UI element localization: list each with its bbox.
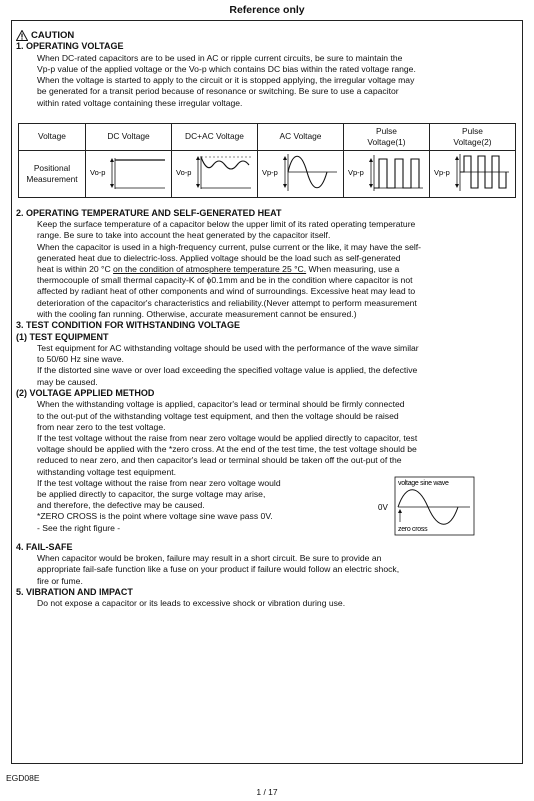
text-line: to 50/60 Hz sine wave. <box>37 354 124 365</box>
text-line: from near zero to the test voltage. <box>37 421 166 432</box>
header-cell: Pulse Voltage(1) <box>344 123 430 150</box>
figure-title: voltage sine wave <box>398 479 449 487</box>
text-line: Vp-p value of the applied voltage or the Vo-p which contains DC bias within the rated voltage range. <box>37 63 416 74</box>
text-line: Test equipment for AC withstanding voltage should be used with the performance of the wave similar <box>37 343 419 354</box>
section-1-body <box>16 53 516 109</box>
text-span: heat is within 20 °C <box>37 264 114 275</box>
text-line: generated heat due to dielectric-loss. Applied voltage should be the load such as self-generated <box>37 252 401 263</box>
warning-triangle-icon <box>16 30 28 41</box>
text-span: When measuring, use a <box>306 264 400 275</box>
section-2-heading: 2. OPERATING TEMPERATURE AND SELF-GENERATED HEAT <box>16 207 282 218</box>
ac-voltage-waveform <box>261 151 341 193</box>
text-line: If the test voltage without the raise from near zero voltage would be applied directly to capacitor, test <box>37 432 418 443</box>
underlined-condition: on the condition of atmosphere temperature 25 °C. <box>113 264 307 275</box>
text-line: fire or fume. <box>37 575 83 586</box>
ac-voltage-cell <box>258 150 344 197</box>
section-5-heading: 5. VIBRATION AND IMPACT <box>16 586 133 597</box>
section-4-heading: 4. FAIL-SAFE <box>16 541 73 552</box>
section-3-sub1-body <box>16 343 516 388</box>
text-line: - See the right figure - <box>37 522 121 533</box>
text-line: When the voltage is started to apply to the circuit or it is stopped applying, the irregular voltage may <box>37 75 415 86</box>
section-4-body <box>16 553 516 587</box>
text-line: within rated voltage containing these irregular voltage. <box>37 97 243 108</box>
text-line: affected by radiant heat of other components and wind of surroundings. Excessive heat may lead to <box>37 286 416 297</box>
text-line: When DC-rated capacitors are to be used in AC or ripple current circuits, be sure to maintain the <box>37 52 403 63</box>
text-line: appropriate fail-safe function like a fuse on your product if failure would follow an electric shock, <box>37 564 400 575</box>
caution-heading <box>16 30 516 41</box>
waveform-label: Vp-p <box>347 168 364 178</box>
zero-cross-figure <box>378 476 478 538</box>
waveform-label: Vo-p <box>175 168 191 178</box>
text-line: and therefore, the defective may be caused. <box>37 500 205 511</box>
voltage-table <box>18 123 516 198</box>
text-line: If the test voltage without the raise from near zero voltage would <box>37 477 281 488</box>
pulse-voltage-1-waveform <box>347 151 427 193</box>
text-line: reduced to near zero, and then capacitor's lead or terminal should be taken off the out-put of the <box>37 455 402 466</box>
pulse-voltage-2-cell <box>430 150 516 197</box>
voltage-table-row <box>19 150 516 197</box>
waveform-label: Vo-p <box>89 168 105 178</box>
text-line: to the out-put of the withstanding voltage test equipment, and then the voltage should be raised <box>37 410 399 421</box>
header-cell: DC Voltage <box>86 123 172 150</box>
header-cell: Pulse Voltage(2) <box>430 123 516 150</box>
zero-cross-block <box>16 478 516 542</box>
text-line: voltage should be applied with the *zero cross. At the end of the test time, the test voltage should be <box>37 444 417 455</box>
waveform-label: Vp-p <box>261 168 278 178</box>
zero-volt-label: 0V <box>378 502 388 512</box>
text-line: If the distorted sine wave or over load exceeding the specified voltage value is applied, the defective <box>37 365 418 376</box>
dc-voltage-cell <box>86 150 172 197</box>
page-number: 1 / 17 <box>256 787 278 797</box>
document-content <box>16 30 516 610</box>
section-1-heading: 1. OPERATING VOLTAGE <box>16 41 124 52</box>
text-line: range. Be sure to take into account the heat generated by the capacitor itself. <box>37 230 331 241</box>
section-3-heading: 3. TEST CONDITION FOR WITHSTANDING VOLTAGE <box>16 320 240 331</box>
page-header-title: Reference only <box>229 4 305 16</box>
text-line: with the cooling fan running. Otherwise, accurate measurement cannot be ensured.) <box>37 308 357 319</box>
text-line: *ZERO CROSS is the point where voltage sine wave pass 0V. <box>37 511 273 522</box>
pulse-voltage-2-waveform <box>433 151 513 193</box>
text-line: Do not expose a capacitor or its leads to excessive shock or vibration during use. <box>37 598 346 609</box>
text-line: be generated for a transit period because of resonance or switching. Be sure to use a capacitor <box>37 86 399 97</box>
section-5-body <box>16 598 516 609</box>
section-2-body <box>16 219 516 320</box>
header-cell: Voltage <box>19 123 86 150</box>
section-3-sub1-heading: (1) TEST EQUIPMENT <box>16 331 109 342</box>
zero-cross-text <box>37 478 357 534</box>
dc-ac-voltage-waveform <box>175 151 255 193</box>
voltage-table-header <box>19 123 516 150</box>
text-line: Keep the surface temperature of a capacitor below the upper limit of its rated operating temperature <box>37 219 416 230</box>
waveform-label: Vp-p <box>433 168 450 178</box>
section-3-sub2-body <box>16 399 516 477</box>
text-line: When the withstanding voltage is applied, capacitor's lead or terminal should be firmly connected <box>37 399 405 410</box>
dc-ac-voltage-cell <box>172 150 258 197</box>
text-line: When the capacitor is used in a high-frequency current, pulse current or the like, it may have the self- <box>37 241 422 252</box>
text-line: may be caused. <box>37 376 98 387</box>
header-cell: AC Voltage <box>258 123 344 150</box>
text-line: When capacitor would be broken, failure may result in a short circuit. Be sure to provide an <box>37 553 382 564</box>
text-line: be applied directly to capacitor, the surge voltage may arise, <box>37 488 266 499</box>
document-code: EGD08E <box>6 773 40 783</box>
zero-cross-label: zero cross <box>398 525 428 533</box>
pulse-voltage-1-cell <box>344 150 430 197</box>
section-3-sub2-heading: (2) VOLTAGE APPLIED METHOD <box>16 387 155 398</box>
caution-label: CAUTION <box>31 30 75 41</box>
text-line: withstanding voltage test equipment. <box>37 466 177 477</box>
text-line: thermocouple of small thermal capacity-K of ϕ0.1mm and be in the condition where capacitor is not <box>37 275 413 286</box>
row-label: Positional Measurement <box>19 150 86 197</box>
text-line <box>37 264 516 275</box>
header-cell: DC+AC Voltage <box>172 123 258 150</box>
text-line: deterioration of the capacitor's characteristics and reliability.(Never attempt to perform measurement <box>37 297 417 308</box>
dc-voltage-waveform <box>89 151 169 193</box>
